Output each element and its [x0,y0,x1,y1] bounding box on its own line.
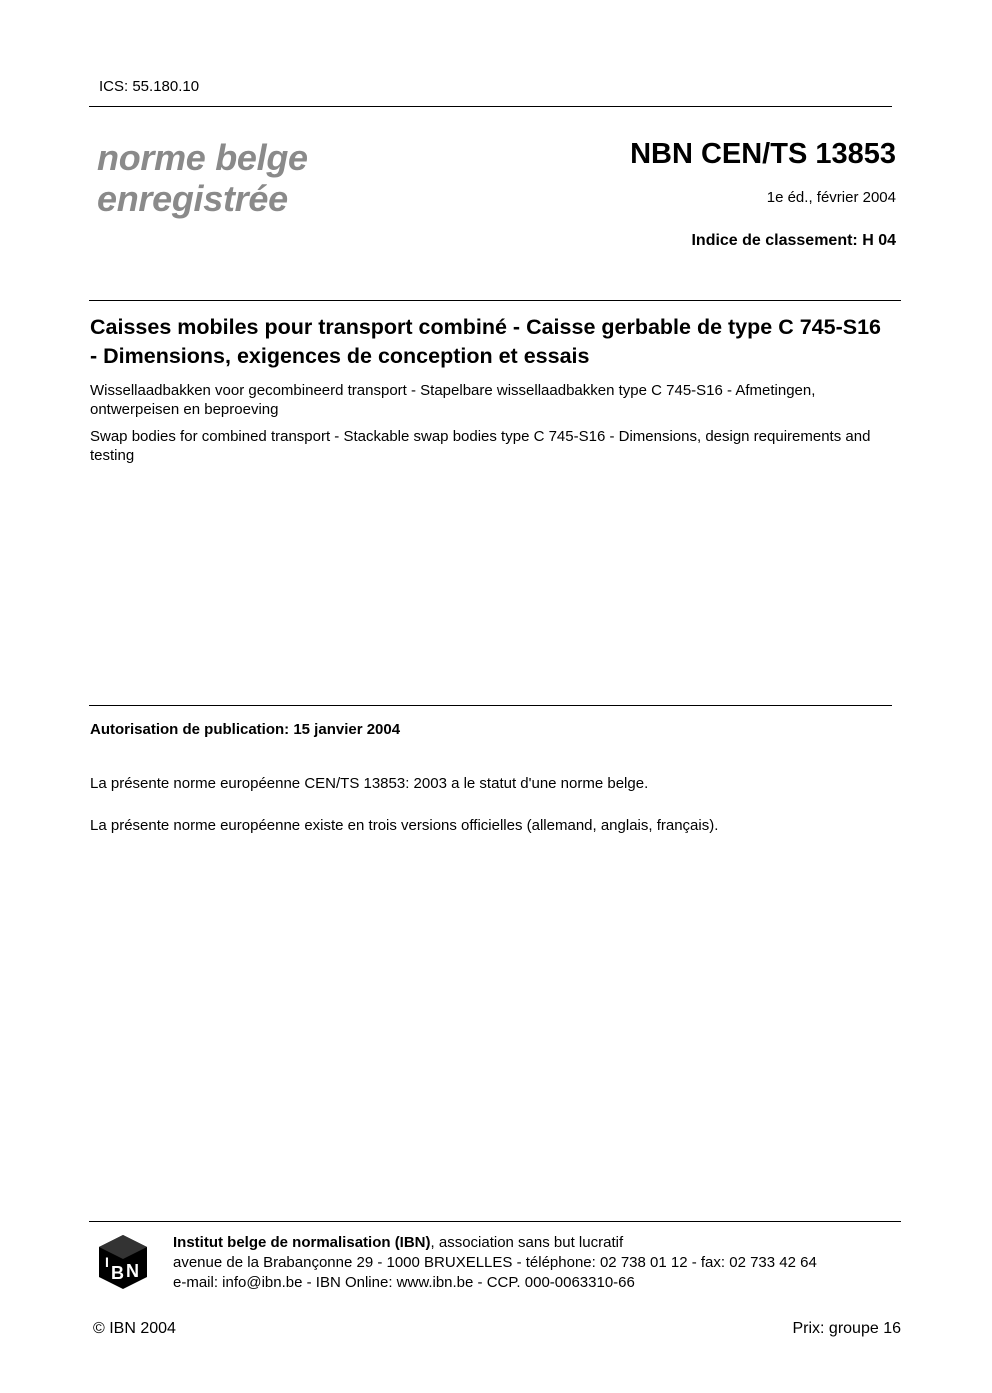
status-paragraph: La présente norme européenne CEN/TS 13853: 2003 a le statut d'une norme belge. [90,775,649,792]
copyright: © IBN 2004 [93,1320,176,1337]
brand-title [97,137,308,219]
svg-text:N: N [126,1261,139,1281]
classification-index: Indice de classement: H 04 [691,232,896,249]
body-divider [89,705,892,706]
brand-line-1: norme belge [97,137,308,178]
price-group: Prix: groupe 16 [792,1320,901,1337]
ics-code: ICS: 55.180.10 [99,78,200,95]
institute-address: avenue de la Brabançonne 29 - 1000 BRUXELLES - téléphone: 02 738 01 12 - fax: 02 733 42 64 [173,1254,817,1271]
institute-name: Institut belge de normalisation (IBN) [173,1234,431,1251]
title-english: Swap bodies for combined transport - Stackable swap bodies type C 745-S16 - Dimensions, design requirements and testing [90,428,871,464]
institute-heading [173,1233,817,1253]
title-french: Caisses mobiles pour transport combiné - Caisse gerbable de type C 745-S16 - Dimensions, exigences de conception et essais [90,315,881,368]
title-divider [89,300,901,301]
institute-block [173,1233,817,1293]
brand-line-2: enregistrée [97,178,288,219]
header-divider [89,106,892,107]
edition-date: 1e éd., février 2004 [766,189,896,206]
footer-divider [89,1221,901,1222]
publication-authorisation: Autorisation de publication: 15 janvier 2004 [90,721,401,738]
svg-text:B: B [111,1263,124,1283]
ibn-logo [97,1233,149,1291]
standard-number: NBN CEN/TS 13853 [630,138,896,170]
institute-contact: e-mail: info@ibn.be - IBN Online: www.ibn.be - CCP. 000-0063310-66 [173,1274,635,1291]
title-dutch: Wissellaadbakken voor gecombineerd transport - Stapelbare wissellaadbakken type C 745-S16 - Afmetingen, ontwerpeisen en beproeving [90,382,816,418]
svg-text:I: I [105,1254,109,1270]
institute-suffix: , association sans but lucratif [430,1234,624,1251]
versions-paragraph: La présente norme européenne existe en trois versions officielles (allemand, anglais, français). [90,817,719,834]
